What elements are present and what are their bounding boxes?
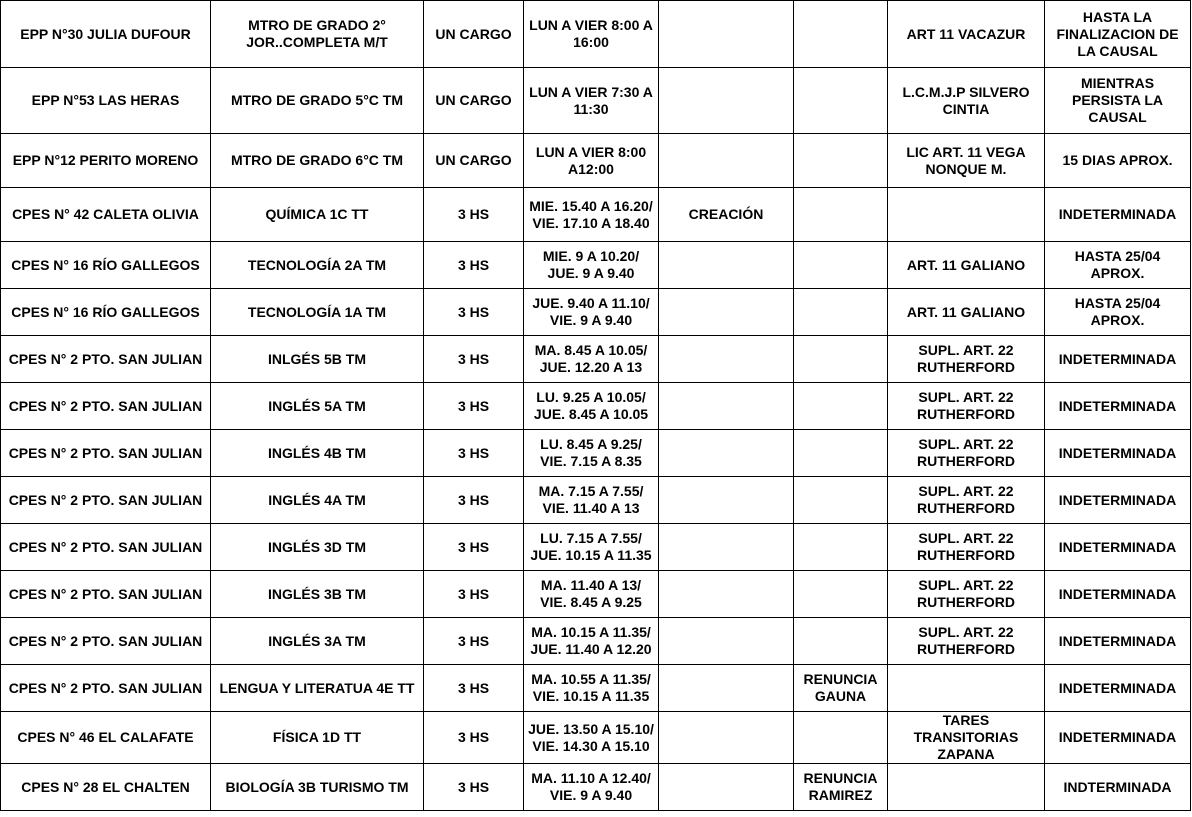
cell-position: TECNOLOGÍA 2A TM xyxy=(211,242,424,289)
cell-school: CPES N° 28 EL CHALTEN xyxy=(1,764,211,811)
cell-reason2 xyxy=(794,524,888,571)
cell-load: 3 HS xyxy=(424,430,524,477)
cell-reason2 xyxy=(794,618,888,665)
table-row xyxy=(1,1,1191,68)
cell-school: CPES N° 2 PTO. SAN JULIAN xyxy=(1,430,211,477)
cell-reason xyxy=(659,665,794,712)
cell-position: INGLÉS 3B TM xyxy=(211,571,424,618)
cell-reason2 xyxy=(794,1,888,68)
cell-duration: INDETERMINADA xyxy=(1045,524,1191,571)
cell-load: 3 HS xyxy=(424,336,524,383)
cell-reason xyxy=(659,571,794,618)
table-row xyxy=(1,665,1191,712)
cell-load: 3 HS xyxy=(424,188,524,242)
cell-replaces: SUPL. ART. 22 RUTHERFORD xyxy=(888,336,1045,383)
cell-school: CPES N° 2 PTO. SAN JULIAN xyxy=(1,336,211,383)
cell-duration: INDETERMINADA xyxy=(1045,712,1191,764)
cell-reason xyxy=(659,336,794,383)
cell-position: FÍSICA 1D TT xyxy=(211,712,424,764)
cell-load: 3 HS xyxy=(424,712,524,764)
cell-load: 3 HS xyxy=(424,383,524,430)
cell-load: UN CARGO xyxy=(424,1,524,68)
table-row xyxy=(1,571,1191,618)
cell-school: CPES N° 2 PTO. SAN JULIAN xyxy=(1,524,211,571)
cell-duration: INDETERMINADA xyxy=(1045,383,1191,430)
cell-position: MTRO DE GRADO 2° JOR..COMPLETA M/T xyxy=(211,1,424,68)
table-row xyxy=(1,68,1191,134)
cell-school: CPES N° 46 EL CALAFATE xyxy=(1,712,211,764)
cell-schedule: LUN A VIER 8:00 A12:00 xyxy=(524,134,659,188)
table-row xyxy=(1,524,1191,571)
cell-schedule: MIE. 9 A 10.20/ JUE. 9 A 9.40 xyxy=(524,242,659,289)
cell-reason xyxy=(659,618,794,665)
cell-replaces: L.C.M.J.P SILVERO CINTIA xyxy=(888,68,1045,134)
table-row xyxy=(1,188,1191,242)
table-row xyxy=(1,477,1191,524)
cell-replaces xyxy=(888,188,1045,242)
cell-load: 3 HS xyxy=(424,289,524,336)
cell-replaces: ART. 11 GALIANO xyxy=(888,289,1045,336)
cell-duration: INDETERMINADA xyxy=(1045,477,1191,524)
cell-load: 3 HS xyxy=(424,242,524,289)
cell-reason2 xyxy=(794,712,888,764)
cell-replaces: ART 11 VACAZUR xyxy=(888,1,1045,68)
cell-schedule: LU. 7.15 A 7.55/ JUE. 10.15 A 11.35 xyxy=(524,524,659,571)
cell-replaces xyxy=(888,665,1045,712)
cell-school: CPES N° 16 RÍO GALLEGOS xyxy=(1,289,211,336)
cell-schedule: LUN A VIER 7:30 A 11:30 xyxy=(524,68,659,134)
cell-duration: HASTA LA FINALIZACION DE LA CAUSAL xyxy=(1045,1,1191,68)
table-row xyxy=(1,242,1191,289)
cell-reason xyxy=(659,712,794,764)
cell-school: CPES N° 2 PTO. SAN JULIAN xyxy=(1,383,211,430)
cell-replaces: SUPL. ART. 22 RUTHERFORD xyxy=(888,571,1045,618)
cell-replaces: SUPL. ART. 22 RUTHERFORD xyxy=(888,477,1045,524)
cell-replaces: SUPL. ART. 22 RUTHERFORD xyxy=(888,383,1045,430)
cell-reason2: RENUNCIA GAUNA xyxy=(794,665,888,712)
cell-reason xyxy=(659,1,794,68)
cell-reason xyxy=(659,242,794,289)
cell-reason xyxy=(659,430,794,477)
cell-reason xyxy=(659,289,794,336)
cell-reason2 xyxy=(794,68,888,134)
cell-duration: INDETERMINADA xyxy=(1045,618,1191,665)
cell-schedule: MIE. 15.40 A 16.20/ VIE. 17.10 A 18.40 xyxy=(524,188,659,242)
cell-schedule: MA. 7.15 A 7.55/ VIE. 11.40 A 13 xyxy=(524,477,659,524)
cell-school: EPP N°53 LAS HERAS xyxy=(1,68,211,134)
cell-reason2 xyxy=(794,289,888,336)
cell-reason xyxy=(659,764,794,811)
cell-duration: MIENTRAS PERSISTA LA CAUSAL xyxy=(1045,68,1191,134)
cell-schedule: MA. 10.15 A 11.35/ JUE. 11.40 A 12.20 xyxy=(524,618,659,665)
cell-replaces: SUPL. ART. 22 RUTHERFORD xyxy=(888,430,1045,477)
cell-position: TECNOLOGÍA 1A TM xyxy=(211,289,424,336)
cell-schedule: MA. 11.40 A 13/ VIE. 8.45 A 9.25 xyxy=(524,571,659,618)
cell-reason xyxy=(659,524,794,571)
table-body xyxy=(1,1,1191,811)
cell-schedule: LU. 8.45 A 9.25/ VIE. 7.15 A 8.35 xyxy=(524,430,659,477)
cell-schedule: JUE. 9.40 A 11.10/ VIE. 9 A 9.40 xyxy=(524,289,659,336)
cell-position: INGLÉS 5A TM xyxy=(211,383,424,430)
cell-position: INGLÉS 3D TM xyxy=(211,524,424,571)
cell-schedule: MA. 8.45 A 10.05/ JUE. 12.20 A 13 xyxy=(524,336,659,383)
cell-schedule: JUE. 13.50 A 15.10/ VIE. 14.30 A 15.10 xyxy=(524,712,659,764)
cell-position: INGLÉS 4B TM xyxy=(211,430,424,477)
cell-reason2 xyxy=(794,383,888,430)
cell-reason2 xyxy=(794,430,888,477)
cell-position: INGLÉS 3A TM xyxy=(211,618,424,665)
cell-load: 3 HS xyxy=(424,477,524,524)
cell-school: CPES N° 2 PTO. SAN JULIAN xyxy=(1,477,211,524)
cell-position: QUÍMICA 1C TT xyxy=(211,188,424,242)
cell-replaces xyxy=(888,764,1045,811)
cell-position: LENGUA Y LITERATUA 4E TT xyxy=(211,665,424,712)
cell-school: EPP N°12 PERITO MORENO xyxy=(1,134,211,188)
table-row xyxy=(1,764,1191,811)
cell-reason2 xyxy=(794,134,888,188)
table-row xyxy=(1,383,1191,430)
cell-school: CPES N° 2 PTO. SAN JULIAN xyxy=(1,665,211,712)
table-row xyxy=(1,336,1191,383)
cell-reason xyxy=(659,68,794,134)
cell-school: CPES N° 2 PTO. SAN JULIAN xyxy=(1,571,211,618)
cell-position: INGLÉS 4A TM xyxy=(211,477,424,524)
cell-schedule: LUN A VIER 8:00 A 16:00 xyxy=(524,1,659,68)
cell-duration: INDETERMINADA xyxy=(1045,336,1191,383)
cell-load: 3 HS xyxy=(424,665,524,712)
table-row xyxy=(1,430,1191,477)
cell-duration: 15 DIAS APROX. xyxy=(1045,134,1191,188)
cell-school: CPES N° 42 CALETA OLIVIA xyxy=(1,188,211,242)
cell-reason2 xyxy=(794,477,888,524)
cell-duration: HASTA 25/04 APROX. xyxy=(1045,289,1191,336)
cell-reason xyxy=(659,477,794,524)
cell-load: UN CARGO xyxy=(424,68,524,134)
cell-schedule: MA. 11.10 A 12.40/ VIE. 9 A 9.40 xyxy=(524,764,659,811)
cell-reason2 xyxy=(794,242,888,289)
table-row xyxy=(1,712,1191,764)
cell-reason2 xyxy=(794,336,888,383)
cell-position: MTRO DE GRADO 6°C TM xyxy=(211,134,424,188)
cell-replaces: LIC ART. 11 VEGA NONQUE M. xyxy=(888,134,1045,188)
table-row xyxy=(1,289,1191,336)
cell-schedule: LU. 9.25 A 10.05/ JUE. 8.45 A 10.05 xyxy=(524,383,659,430)
cell-reason2: RENUNCIA RAMIREZ xyxy=(794,764,888,811)
cell-replaces: TARES TRANSITORIAS ZAPANA xyxy=(888,712,1045,764)
table-row xyxy=(1,134,1191,188)
cell-load: 3 HS xyxy=(424,618,524,665)
cell-position: BIOLOGÍA 3B TURISMO TM xyxy=(211,764,424,811)
cell-reason2 xyxy=(794,188,888,242)
cell-schedule: MA. 10.55 A 11.35/ VIE. 10.15 A 11.35 xyxy=(524,665,659,712)
cell-duration: INDETERMINADA xyxy=(1045,571,1191,618)
cell-position: INLGÉS 5B TM xyxy=(211,336,424,383)
cell-position: MTRO DE GRADO 5°C TM xyxy=(211,68,424,134)
cell-duration: INDETERMINADA xyxy=(1045,665,1191,712)
cell-duration: HASTA 25/04 APROX. xyxy=(1045,242,1191,289)
cell-duration: INDETERMINADA xyxy=(1045,188,1191,242)
cell-replaces: SUPL. ART. 22 RUTHERFORD xyxy=(888,618,1045,665)
table-row xyxy=(1,618,1191,665)
cell-load: 3 HS xyxy=(424,764,524,811)
cell-school: CPES N° 16 RÍO GALLEGOS xyxy=(1,242,211,289)
cell-load: 3 HS xyxy=(424,524,524,571)
cell-duration: INDETERMINADA xyxy=(1045,430,1191,477)
cell-school: CPES N° 2 PTO. SAN JULIAN xyxy=(1,618,211,665)
cell-load: UN CARGO xyxy=(424,134,524,188)
cell-replaces: SUPL. ART. 22 RUTHERFORD xyxy=(888,524,1045,571)
cell-duration: INDTERMINADA xyxy=(1045,764,1191,811)
cell-replaces: ART. 11 GALIANO xyxy=(888,242,1045,289)
cell-reason xyxy=(659,383,794,430)
cell-school: EPP N°30 JULIA DUFOUR xyxy=(1,1,211,68)
cell-reason: CREACIÓN xyxy=(659,188,794,242)
cell-reason xyxy=(659,134,794,188)
cell-load: 3 HS xyxy=(424,571,524,618)
cell-reason2 xyxy=(794,571,888,618)
